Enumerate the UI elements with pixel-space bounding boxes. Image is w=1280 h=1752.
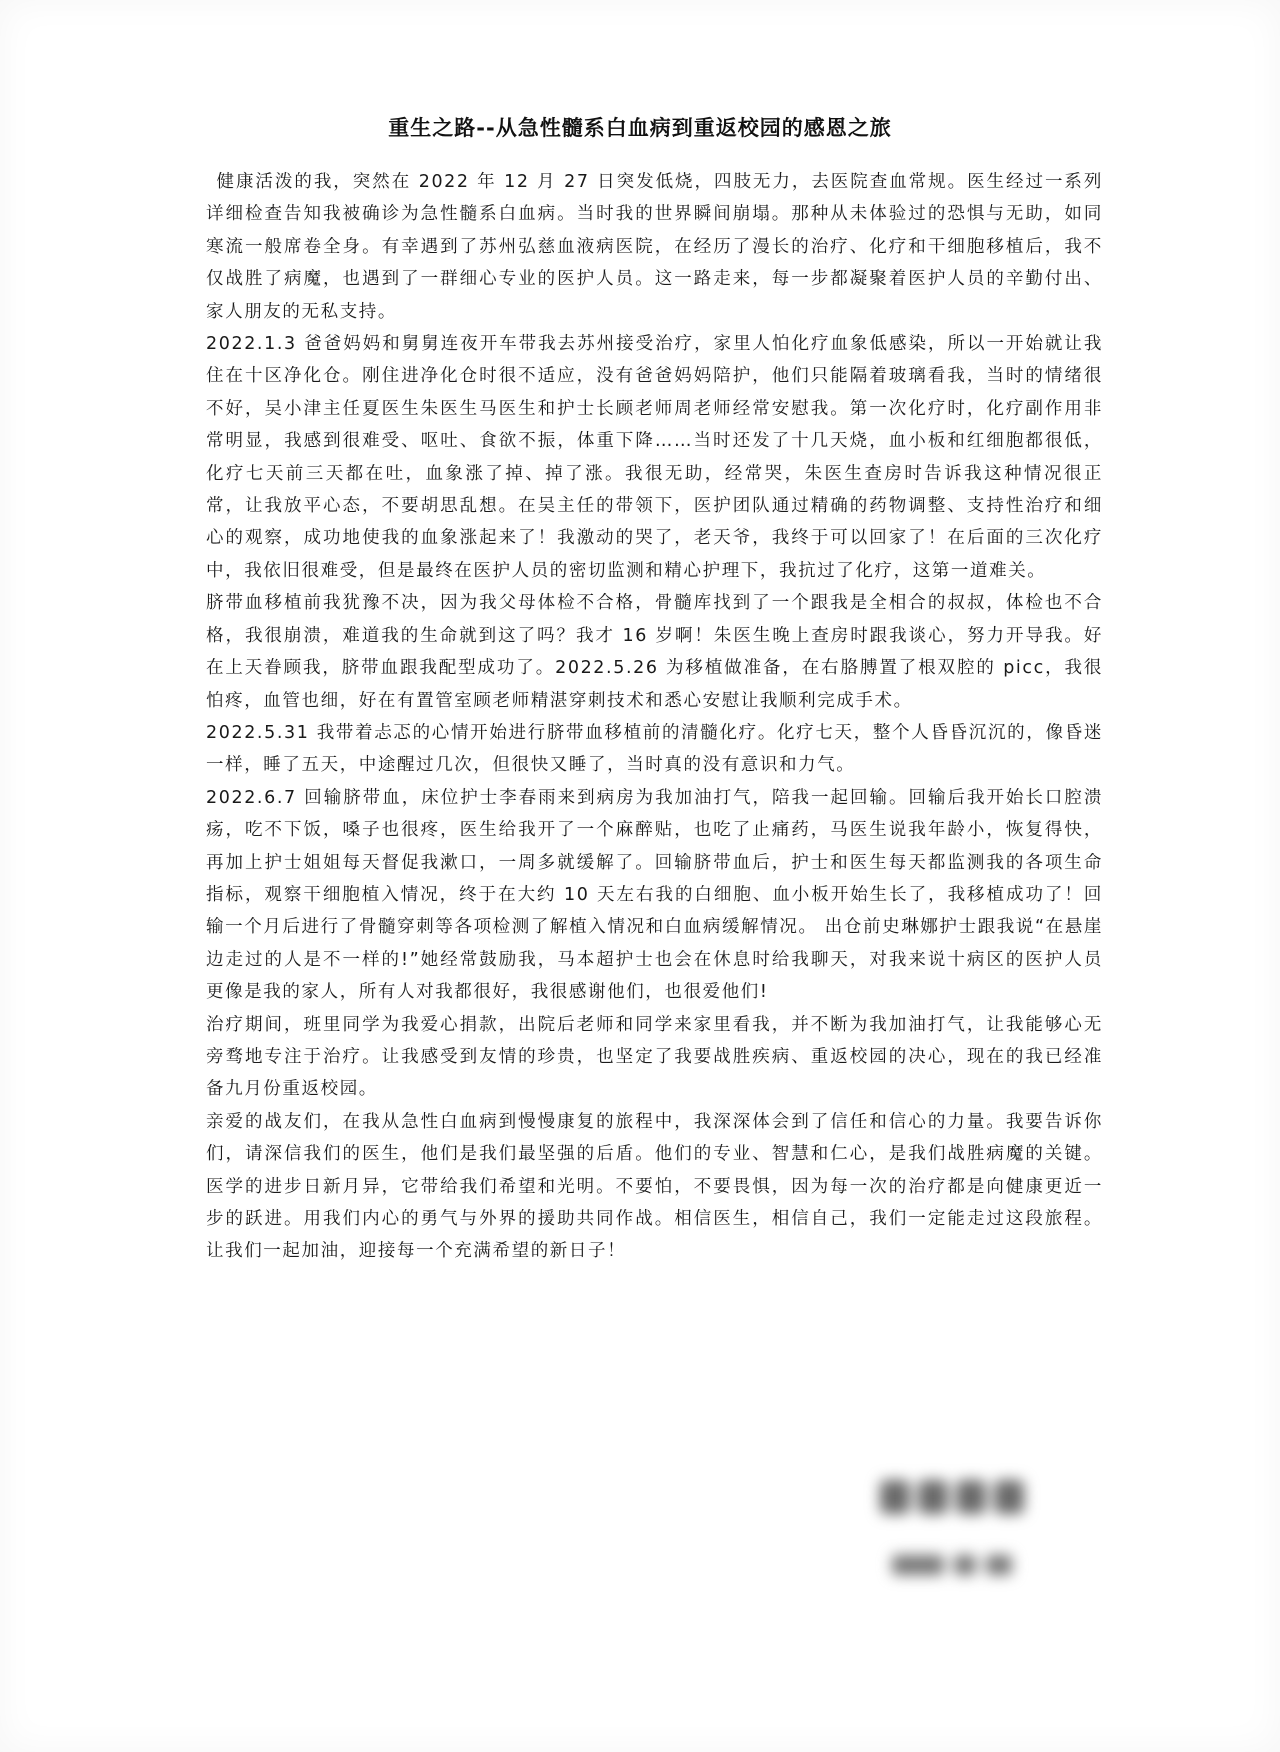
- paragraph-classmates: 治疗期间，班里同学为我爱心捐款，出院后老师和同学来家里看我，并不断为我加油打气，让我能够心无旁骛地专注于治疗。让我感受到友情的珍贵，也坚定了我要战胜疾病、重返校园的决心，现在的我已经准备九月份重返校园。: [206, 1014, 1103, 1100]
- blurred-date: [892, 1555, 1042, 1581]
- document-body: [206, 166, 1103, 1268]
- paragraph-first-chemo: 2022.1.3 爸爸妈妈和舅舅连夜开车带我去苏州接受治疗，家里人怕化疗血象低感染，所以一开始就让我住在十区净化仓。刚住进净化仓时很不适应，没有爸爸妈妈陪护，他们只能隔着玻璃看我，当时的情绪很不好，吴小津主任夏医生朱医生马医生和护士长顾老师周老师经常安慰我。第一次化疗时，化疗副作用非常明显，我感到很难受、呕吐、食欲不振，体重下降……当时还发了十几天烧，血小板和红细胞都很低，化疗七天前三天都在吐，血象涨了掉、掉了涨。我很无助，经常哭，朱医生查房时告诉我这种情况很正常，让我放平心态，不要胡思乱想。在吴主任的带领下，医护团队通过精确的药物调整、支持性治疗和细心的观察，成功地使我的血象涨起来了！我激动的哭了，老天爷，我终于可以回家了！在后面的三次化疗中，我依旧很难受，但是最终在医护人员的密切监测和精心护理下，我抗过了化疗，这第一道难关。: [206, 334, 1103, 581]
- paragraph-transplant: 2022.6.7 回输脐带血，床位护士李春雨来到病房为我加油打气，陪我一起回输。回输后我开始长口腔溃疡，吃不下饭，嗓子也很疼，医生给我开了一个麻醉贴，也吃了止痛药，马医生说我年龄小，恢复得快，再加上护士姐姐每天督促我漱口，一周多就缓解了。回输脐带血后，护士和医生每天都监测我的各项生命指标，观察干细胞植入情况，终于在大约 10 天左右我的白细胞、血小板开始生长了，我移植成功了！回输一个月后进行了骨髓穿刺等各项检测了解植入情况和白血病缓解情况。 出仓前史琳娜护士跟我说“在悬崖边走过的人是不一样的!”她经常鼓励我，马本超护士也会在休息时给我聊天，对我来说十病区的医护人员更像是我的家人，所有人对我都很好，我很感谢他们，也很爱他们!: [206, 787, 1103, 1003]
- blurred-signature: [880, 1480, 1045, 1526]
- paragraph-encouragement: 亲爱的战友们，在我从急性白血病到慢慢康复的旅程中，我深深体会到了信任和信心的力量。我要告诉你们，请深信我们的医生，他们是我们最坚强的后盾。他们的专业、智慧和仁心，是我们战胜病魔的关键。医学的进步日新月异，它带给我们希望和光明。不要怕，不要畏惧，因为每一次的治疗都是向健康更近一步的跃进。用我们内心的勇气与外界的援助共同作战。相信医生，相信自己，我们一定能走过这段旅程。让我们一起加油，迎接每一个充满希望的新日子！: [206, 1111, 1103, 1262]
- document-title: 重生之路--从急性髓系白血病到重返校园的感恩之旅: [388, 116, 892, 140]
- paragraph-intro: 健康活泼的我，突然在 2022 年 12 月 27 日突发低烧，四肢无力，去医院查血常规。医生经过一系列详细检查告知我被确诊为急性髓系白血病。当时我的世界瞬间崩塌。那种从未体验过的恐惧与无助，如同寒流一般席卷全身。有幸遇到了苏州弘慈血液病医院，在经历了漫长的治疗、化疗和干细胞移植后，我不仅战胜了病魔，也遇到了一群细心专业的医护人员。这一路走来，每一步都凝聚着医护人员的辛勤付出、家人朋友的无私支持。: [206, 172, 1103, 322]
- paragraph-conditioning: 2022.5.31 我带着忐忑的心情开始进行脐带血移植前的清髓化疗。化疗七天，整个人昏昏沉沉的，像昏迷一样，睡了五天，中途醒过几次，但很快又睡了，当时真的没有意识和力气。: [206, 722, 1103, 776]
- paragraph-cord-blood-decision: 脐带血移植前我犹豫不决，因为我父母体检不合格，骨髓库找到了一个跟我是全相合的叔叔，体检也不合格，我很崩溃，难道我的生命就到这了吗？我才 16 岁啊！朱医生晚上查房时跟我谈心，努力开导我。好在上天眷顾我，脐带血跟我配型成功了。2022.5.26 为移植做准备，在右胳膊置了根双腔的 picc，我很怕疼，血管也细，好在有置管室顾老师精湛穿刺技术和悉心安慰让我顺利完成手术。: [206, 593, 1103, 711]
